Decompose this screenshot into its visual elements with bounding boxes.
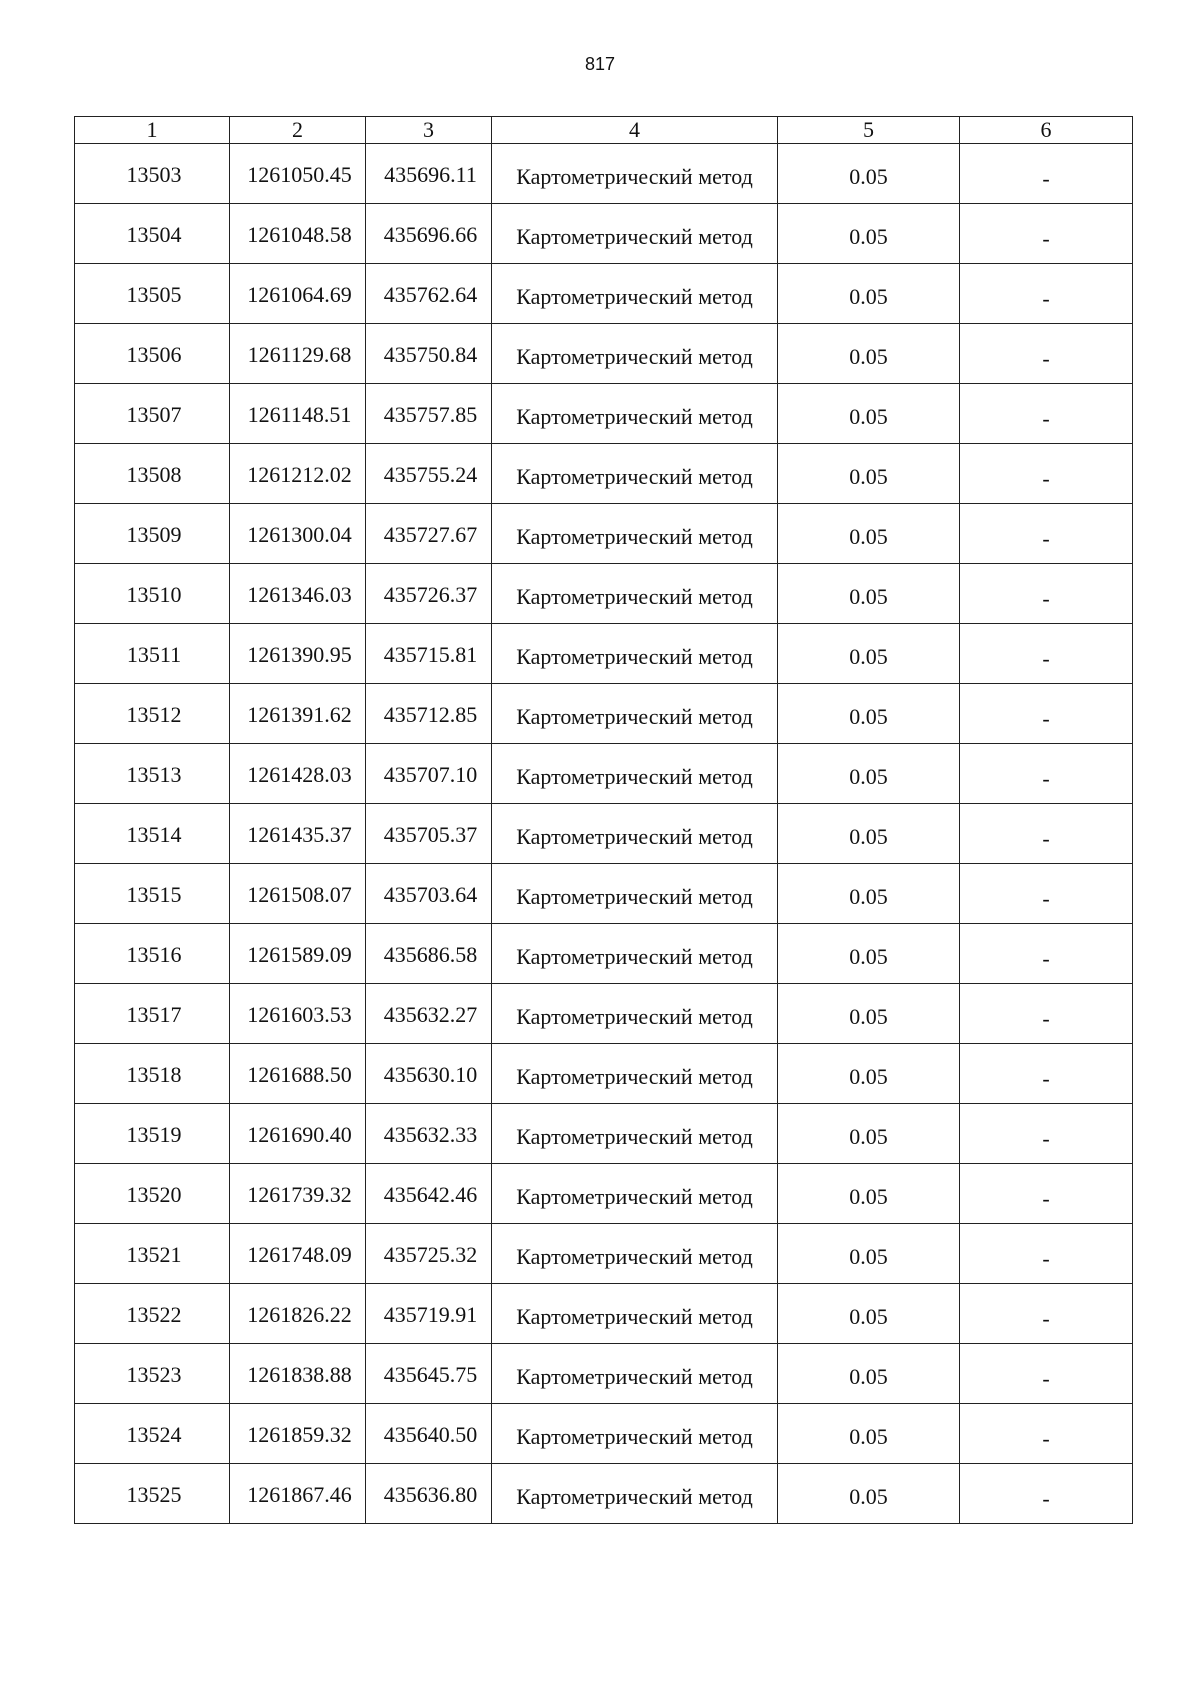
cell-accuracy: 0.05: [778, 324, 960, 384]
cell-accuracy: 0.05: [778, 1284, 960, 1344]
cell-point-number: 13515: [75, 864, 230, 924]
cell-note: -: [960, 984, 1133, 1044]
cell-y-coordinate: 435632.33: [366, 1104, 492, 1164]
cell-x-coordinate: 1261748.09: [230, 1224, 366, 1284]
cell-point-number: 13523: [75, 1344, 230, 1404]
cell-note: -: [960, 804, 1133, 864]
cell-x-coordinate: 1261346.03: [230, 564, 366, 624]
cell-y-coordinate: 435642.46: [366, 1164, 492, 1224]
cell-point-number: 13519: [75, 1104, 230, 1164]
cell-accuracy: 0.05: [778, 804, 960, 864]
cell-y-coordinate: 435715.81: [366, 624, 492, 684]
cell-method: Картометрический метод: [492, 384, 778, 444]
cell-accuracy: 0.05: [778, 1104, 960, 1164]
cell-x-coordinate: 1261826.22: [230, 1284, 366, 1344]
cell-method: Картометрический метод: [492, 204, 778, 264]
table-row: [75, 1464, 1133, 1524]
cell-method: Картометрический метод: [492, 1164, 778, 1224]
table-row: [75, 1164, 1133, 1224]
cell-method: Картометрический метод: [492, 264, 778, 324]
header-col-6: 6: [960, 117, 1133, 144]
cell-point-number: 13505: [75, 264, 230, 324]
cell-note: -: [960, 1284, 1133, 1344]
cell-note: -: [960, 324, 1133, 384]
header-col-1: 1: [75, 117, 230, 144]
table-row: [75, 1104, 1133, 1164]
cell-accuracy: 0.05: [778, 1044, 960, 1104]
cell-point-number: 13522: [75, 1284, 230, 1344]
cell-accuracy: 0.05: [778, 984, 960, 1044]
table-row: [75, 204, 1133, 264]
cell-point-number: 13504: [75, 204, 230, 264]
cell-accuracy: 0.05: [778, 1344, 960, 1404]
table-row: [75, 444, 1133, 504]
cell-note: -: [960, 864, 1133, 924]
cell-accuracy: 0.05: [778, 264, 960, 324]
cell-point-number: 13508: [75, 444, 230, 504]
cell-x-coordinate: 1261688.50: [230, 1044, 366, 1104]
cell-x-coordinate: 1261300.04: [230, 504, 366, 564]
table-row: [75, 864, 1133, 924]
cell-x-coordinate: 1261435.37: [230, 804, 366, 864]
cell-point-number: 13520: [75, 1164, 230, 1224]
cell-method: Картометрический метод: [492, 1224, 778, 1284]
cell-accuracy: 0.05: [778, 864, 960, 924]
cell-note: -: [960, 624, 1133, 684]
cell-y-coordinate: 435705.37: [366, 804, 492, 864]
cell-x-coordinate: 1261690.40: [230, 1104, 366, 1164]
cell-y-coordinate: 435632.27: [366, 984, 492, 1044]
cell-point-number: 13516: [75, 924, 230, 984]
table-row: [75, 384, 1133, 444]
cell-point-number: 13514: [75, 804, 230, 864]
cell-y-coordinate: 435696.66: [366, 204, 492, 264]
cell-accuracy: 0.05: [778, 1404, 960, 1464]
cell-accuracy: 0.05: [778, 564, 960, 624]
cell-note: -: [960, 1224, 1133, 1284]
cell-x-coordinate: 1261129.68: [230, 324, 366, 384]
cell-note: -: [960, 1104, 1133, 1164]
cell-x-coordinate: 1261390.95: [230, 624, 366, 684]
cell-note: -: [960, 684, 1133, 744]
cell-x-coordinate: 1261391.62: [230, 684, 366, 744]
cell-accuracy: 0.05: [778, 1224, 960, 1284]
cell-y-coordinate: 435755.24: [366, 444, 492, 504]
page-number: 817: [584, 54, 616, 74]
cell-x-coordinate: 1261428.03: [230, 744, 366, 804]
cell-method: Картометрический метод: [492, 1044, 778, 1104]
cell-method: Картометрический метод: [492, 1104, 778, 1164]
table-row: [75, 1284, 1133, 1344]
cell-method: Картометрический метод: [492, 684, 778, 744]
cell-accuracy: 0.05: [778, 744, 960, 804]
table-row: [75, 1224, 1133, 1284]
cell-point-number: 13512: [75, 684, 230, 744]
header-col-3: 3: [366, 117, 492, 144]
table-row: [75, 684, 1133, 744]
table-row: [75, 624, 1133, 684]
cell-x-coordinate: 1261603.53: [230, 984, 366, 1044]
cell-method: Картометрический метод: [492, 144, 778, 204]
cell-y-coordinate: 435636.80: [366, 1464, 492, 1524]
cell-note: -: [960, 1344, 1133, 1404]
cell-x-coordinate: 1261838.88: [230, 1344, 366, 1404]
cell-note: -: [960, 924, 1133, 984]
cell-method: Картометрический метод: [492, 1404, 778, 1464]
table-row: [75, 804, 1133, 864]
cell-x-coordinate: 1261064.69: [230, 264, 366, 324]
cell-accuracy: 0.05: [778, 504, 960, 564]
cell-method: Картометрический метод: [492, 924, 778, 984]
cell-y-coordinate: 435726.37: [366, 564, 492, 624]
table-header: [75, 117, 1133, 144]
cell-method: Картометрический метод: [492, 984, 778, 1044]
cell-point-number: 13503: [75, 144, 230, 204]
table-row: [75, 504, 1133, 564]
cell-note: -: [960, 1404, 1133, 1464]
cell-accuracy: 0.05: [778, 624, 960, 684]
cell-point-number: 13524: [75, 1404, 230, 1464]
cell-x-coordinate: 1261148.51: [230, 384, 366, 444]
cell-method: Картометрический метод: [492, 564, 778, 624]
cell-point-number: 13510: [75, 564, 230, 624]
cell-method: Картометрический метод: [492, 1464, 778, 1524]
cell-y-coordinate: 435762.64: [366, 264, 492, 324]
cell-method: Картометрический метод: [492, 1284, 778, 1344]
table-row: [75, 324, 1133, 384]
cell-method: Картометрический метод: [492, 324, 778, 384]
cell-point-number: 13525: [75, 1464, 230, 1524]
cell-y-coordinate: 435703.64: [366, 864, 492, 924]
cell-note: -: [960, 1464, 1133, 1524]
table-row: [75, 264, 1133, 324]
cell-point-number: 13509: [75, 504, 230, 564]
table-row: [75, 564, 1133, 624]
cell-point-number: 13511: [75, 624, 230, 684]
cell-x-coordinate: 1261050.45: [230, 144, 366, 204]
cell-point-number: 13518: [75, 1044, 230, 1104]
cell-y-coordinate: 435686.58: [366, 924, 492, 984]
cell-x-coordinate: 1261859.32: [230, 1404, 366, 1464]
cell-y-coordinate: 435707.10: [366, 744, 492, 804]
coordinates-table: [74, 116, 1133, 1524]
cell-point-number: 13506: [75, 324, 230, 384]
cell-y-coordinate: 435727.67: [366, 504, 492, 564]
cell-accuracy: 0.05: [778, 1164, 960, 1224]
cell-x-coordinate: 1261508.07: [230, 864, 366, 924]
table-row: [75, 924, 1133, 984]
header-col-2: 2: [230, 117, 366, 144]
cell-y-coordinate: 435696.11: [366, 144, 492, 204]
cell-note: -: [960, 1044, 1133, 1104]
cell-method: Картометрический метод: [492, 864, 778, 924]
table-row: [75, 1344, 1133, 1404]
cell-method: Картометрический метод: [492, 1344, 778, 1404]
cell-note: -: [960, 744, 1133, 804]
table-body: [75, 144, 1133, 1524]
cell-method: Картометрический метод: [492, 624, 778, 684]
cell-point-number: 13517: [75, 984, 230, 1044]
cell-x-coordinate: 1261048.58: [230, 204, 366, 264]
table-row: [75, 144, 1133, 204]
cell-note: -: [960, 1164, 1133, 1224]
cell-point-number: 13507: [75, 384, 230, 444]
cell-x-coordinate: 1261739.32: [230, 1164, 366, 1224]
cell-note: -: [960, 504, 1133, 564]
cell-y-coordinate: 435640.50: [366, 1404, 492, 1464]
cell-accuracy: 0.05: [778, 144, 960, 204]
table-row: [75, 984, 1133, 1044]
cell-x-coordinate: 1261867.46: [230, 1464, 366, 1524]
table-row: [75, 1404, 1133, 1464]
cell-method: Картометрический метод: [492, 744, 778, 804]
cell-y-coordinate: 435757.85: [366, 384, 492, 444]
cell-accuracy: 0.05: [778, 684, 960, 744]
header-col-4: 4: [492, 117, 778, 144]
table-row: [75, 1044, 1133, 1104]
cell-accuracy: 0.05: [778, 444, 960, 504]
cell-note: -: [960, 384, 1133, 444]
cell-y-coordinate: 435750.84: [366, 324, 492, 384]
header-row: [75, 117, 1133, 144]
cell-accuracy: 0.05: [778, 1464, 960, 1524]
cell-accuracy: 0.05: [778, 384, 960, 444]
cell-method: Картометрический метод: [492, 804, 778, 864]
cell-accuracy: 0.05: [778, 204, 960, 264]
cell-note: -: [960, 264, 1133, 324]
cell-note: -: [960, 144, 1133, 204]
cell-accuracy: 0.05: [778, 924, 960, 984]
cell-point-number: 13521: [75, 1224, 230, 1284]
table-row: [75, 744, 1133, 804]
cell-y-coordinate: 435712.85: [366, 684, 492, 744]
cell-y-coordinate: 435719.91: [366, 1284, 492, 1344]
cell-x-coordinate: 1261212.02: [230, 444, 366, 504]
cell-method: Картометрический метод: [492, 444, 778, 504]
cell-method: Картометрический метод: [492, 504, 778, 564]
cell-x-coordinate: 1261589.09: [230, 924, 366, 984]
cell-y-coordinate: 435645.75: [366, 1344, 492, 1404]
cell-note: -: [960, 564, 1133, 624]
header-col-5: 5: [778, 117, 960, 144]
cell-y-coordinate: 435630.10: [366, 1044, 492, 1104]
cell-note: -: [960, 204, 1133, 264]
cell-point-number: 13513: [75, 744, 230, 804]
cell-note: -: [960, 444, 1133, 504]
cell-y-coordinate: 435725.32: [366, 1224, 492, 1284]
